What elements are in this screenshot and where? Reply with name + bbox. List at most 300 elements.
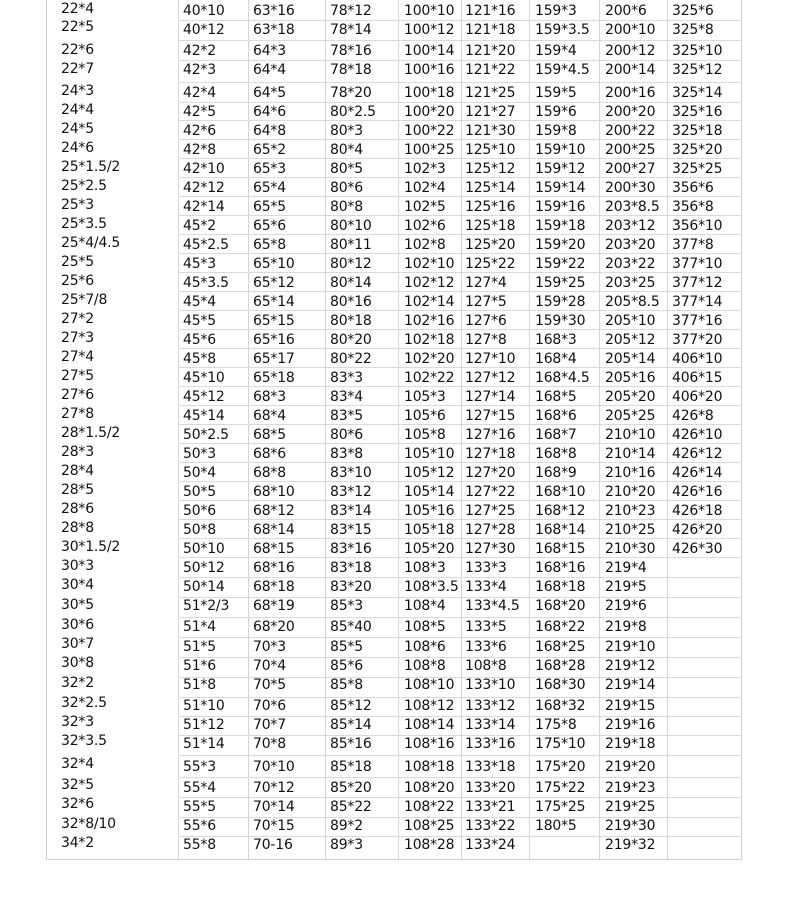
table-cell: 159*4 bbox=[535, 43, 577, 59]
table-cell: 159*28 bbox=[535, 294, 586, 310]
table-cell: 30*3 bbox=[61, 558, 94, 574]
table-cell: 83*14 bbox=[330, 503, 372, 519]
table-cell: 102*12 bbox=[404, 275, 455, 291]
table-cell: 205*25 bbox=[605, 408, 656, 424]
table-cell: 102*8 bbox=[404, 237, 446, 253]
table-cell: 205*16 bbox=[605, 370, 656, 386]
table-cell: 65*17 bbox=[253, 351, 295, 367]
table-cell: 25*5 bbox=[61, 254, 94, 270]
table-cell: 22*4 bbox=[61, 1, 94, 17]
table-cell: 65*6 bbox=[253, 218, 286, 234]
table-cell: 121*20 bbox=[465, 43, 516, 59]
table-cell: 125*12 bbox=[465, 161, 516, 177]
table-cell: 83*3 bbox=[330, 370, 363, 386]
table-cell: 27*3 bbox=[61, 330, 94, 346]
table-cell: 24*3 bbox=[61, 83, 94, 99]
table-cell: 133*5 bbox=[465, 619, 507, 635]
table-cell: 200*10 bbox=[605, 22, 656, 38]
table-cell: 45*8 bbox=[183, 351, 216, 367]
table-cell: 159*22 bbox=[535, 256, 586, 272]
table-cell: 325*25 bbox=[672, 161, 723, 177]
table-cell: 175*22 bbox=[535, 780, 586, 796]
table-cell: 32*8/10 bbox=[61, 816, 116, 832]
table-cell: 85*12 bbox=[330, 698, 372, 714]
table-cell: 219*15 bbox=[605, 698, 656, 714]
table-cell: 325*12 bbox=[672, 62, 723, 78]
table-cell: 219*6 bbox=[605, 598, 647, 614]
table-cell: 108*16 bbox=[404, 736, 455, 752]
table-cell: 210*30 bbox=[605, 541, 656, 557]
table-cell: 51*2/3 bbox=[183, 598, 230, 614]
table-cell: 168*28 bbox=[535, 658, 586, 674]
table-cell: 78*12 bbox=[330, 3, 372, 19]
table-cell: 80*11 bbox=[330, 237, 372, 253]
table-cell: 102*10 bbox=[404, 256, 455, 272]
table-cell: 102*22 bbox=[404, 370, 455, 386]
table-cell: 219*18 bbox=[605, 736, 656, 752]
table-cell: 80*4 bbox=[330, 142, 363, 158]
table-cell: 102*14 bbox=[404, 294, 455, 310]
table-cell: 108*14 bbox=[404, 717, 455, 733]
table-cell: 80*2.5 bbox=[330, 104, 376, 120]
table-cell: 159*3 bbox=[535, 3, 577, 19]
table-cell: 40*10 bbox=[183, 3, 225, 19]
table-cell: 78*16 bbox=[330, 43, 372, 59]
table-cell: 105*14 bbox=[404, 484, 455, 500]
table-cell: 42*12 bbox=[183, 180, 225, 196]
table-cell: 377*20 bbox=[672, 332, 723, 348]
table-cell: 22*6 bbox=[61, 42, 94, 58]
table-cell: 133*18 bbox=[465, 759, 516, 775]
table-cell: 219*32 bbox=[605, 837, 656, 853]
table-cell: 70-16 bbox=[253, 837, 293, 853]
table-cell: 65*15 bbox=[253, 313, 295, 329]
table-cell: 168*6 bbox=[535, 408, 577, 424]
table-cell: 65*14 bbox=[253, 294, 295, 310]
table-cell: 168*4.5 bbox=[535, 370, 590, 386]
table-cell: 64*8 bbox=[253, 123, 286, 139]
table-cell: 85*5 bbox=[330, 639, 363, 655]
table-cell: 377*12 bbox=[672, 275, 723, 291]
table-cell: 85*20 bbox=[330, 780, 372, 796]
table-cell: 168*3 bbox=[535, 332, 577, 348]
table-cell: 80*22 bbox=[330, 351, 372, 367]
table-cell: 168*8 bbox=[535, 446, 577, 462]
table-cell: 426*18 bbox=[672, 503, 723, 519]
table-cell: 426*8 bbox=[672, 408, 714, 424]
table-cell: 70*15 bbox=[253, 818, 295, 834]
table-cell: 159*3.5 bbox=[535, 22, 590, 38]
table-cell: 78*18 bbox=[330, 62, 372, 78]
table-cell: 200*25 bbox=[605, 142, 656, 158]
table-cell: 80*8 bbox=[330, 199, 363, 215]
table-cell: 22*5 bbox=[61, 19, 94, 35]
table-cell: 127*22 bbox=[465, 484, 516, 500]
table-cell: 25*4/4.5 bbox=[61, 235, 121, 251]
table-cell: 108*3 bbox=[404, 560, 446, 576]
table-cell: 325*6 bbox=[672, 3, 714, 19]
table-cell: 175*20 bbox=[535, 759, 586, 775]
table-cell: 63*16 bbox=[253, 3, 295, 19]
table-cell: 205*20 bbox=[605, 389, 656, 405]
table-cell: 25*3.5 bbox=[61, 216, 107, 232]
table-cell: 27*6 bbox=[61, 387, 94, 403]
table-cell: 168*10 bbox=[535, 484, 586, 500]
table-cell: 51*5 bbox=[183, 639, 216, 655]
table-cell: 168*4 bbox=[535, 351, 577, 367]
table-cell: 30*5 bbox=[61, 597, 94, 613]
table-cell: 200*12 bbox=[605, 43, 656, 59]
table-cell: 105*12 bbox=[404, 465, 455, 481]
table-cell: 25*3 bbox=[61, 197, 94, 213]
table-cell: 133*20 bbox=[465, 780, 516, 796]
table-cell: 168*5 bbox=[535, 389, 577, 405]
table-cell: 108*4 bbox=[404, 598, 446, 614]
table-cell: 203*8.5 bbox=[605, 199, 660, 215]
table-cell: 133*24 bbox=[465, 837, 516, 853]
table-cell: 45*4 bbox=[183, 294, 216, 310]
table-cell: 168*22 bbox=[535, 619, 586, 635]
table-cell: 89*2 bbox=[330, 818, 363, 834]
table-cell: 133*10 bbox=[465, 677, 516, 693]
table-cell: 83*15 bbox=[330, 522, 372, 538]
table-cell: 42*2 bbox=[183, 43, 216, 59]
table-cell: 32*4 bbox=[61, 756, 94, 772]
table-cell: 356*6 bbox=[672, 180, 714, 196]
table-cell: 70*8 bbox=[253, 736, 286, 752]
table-cell: 85*18 bbox=[330, 759, 372, 775]
table-cell: 105*18 bbox=[404, 522, 455, 538]
table-cell: 168*14 bbox=[535, 522, 586, 538]
table-cell: 127*4 bbox=[465, 275, 507, 291]
table-cell: 205*14 bbox=[605, 351, 656, 367]
table-cell: 127*8 bbox=[465, 332, 507, 348]
table-cell: 80*3 bbox=[330, 123, 363, 139]
table-cell: 159*8 bbox=[535, 123, 577, 139]
table-cell: 50*6 bbox=[183, 503, 216, 519]
table-cell: 32*5 bbox=[61, 777, 94, 793]
table-cell: 121*27 bbox=[465, 104, 516, 120]
table-cell: 27*4 bbox=[61, 349, 94, 365]
table-cell: 125*10 bbox=[465, 142, 516, 158]
table-cell: 70*7 bbox=[253, 717, 286, 733]
table-cell: 45*10 bbox=[183, 370, 225, 386]
table-cell: 51*4 bbox=[183, 619, 216, 635]
table-cell: 127*16 bbox=[465, 427, 516, 443]
table-cell: 210*25 bbox=[605, 522, 656, 538]
table-cell: 65*3 bbox=[253, 161, 286, 177]
table-cell: 70*14 bbox=[253, 799, 295, 815]
table-cell: 127*5 bbox=[465, 294, 507, 310]
table-cell: 28*8 bbox=[61, 520, 94, 536]
table-cell: 325*10 bbox=[672, 43, 723, 59]
table-cell: 108*22 bbox=[404, 799, 455, 815]
table-cell: 219*25 bbox=[605, 799, 656, 815]
table-cell: 32*3 bbox=[61, 714, 94, 730]
table-cell: 32*3.5 bbox=[61, 733, 107, 749]
table-cell: 102*5 bbox=[404, 199, 446, 215]
table-cell: 108*10 bbox=[404, 677, 455, 693]
table-cell: 80*12 bbox=[330, 256, 372, 272]
column-divider bbox=[325, 0, 326, 859]
table-cell: 102*6 bbox=[404, 218, 446, 234]
table-cell: 68*4 bbox=[253, 408, 286, 424]
table-cell: 200*14 bbox=[605, 62, 656, 78]
table-cell: 105*20 bbox=[404, 541, 455, 557]
table-cell: 127*15 bbox=[465, 408, 516, 424]
table-cell: 50*10 bbox=[183, 541, 225, 557]
table-cell: 83*18 bbox=[330, 560, 372, 576]
table-cell: 68*19 bbox=[253, 598, 295, 614]
table-cell: 55*3 bbox=[183, 759, 216, 775]
table-cell: 102*18 bbox=[404, 332, 455, 348]
table-cell: 85*14 bbox=[330, 717, 372, 733]
table-cell: 22*7 bbox=[61, 61, 94, 77]
table-cell: 68*20 bbox=[253, 619, 295, 635]
table-cell: 356*10 bbox=[672, 218, 723, 234]
row-divider bbox=[178, 40, 741, 41]
table-cell: 133*12 bbox=[465, 698, 516, 714]
table-cell: 80*6 bbox=[330, 180, 363, 196]
table-cell: 28*6 bbox=[61, 501, 94, 517]
table-cell: 32*2.5 bbox=[61, 695, 107, 711]
table-cell: 127*20 bbox=[465, 465, 516, 481]
table-cell: 65*8 bbox=[253, 237, 286, 253]
table-cell: 159*20 bbox=[535, 237, 586, 253]
table-cell: 219*30 bbox=[605, 818, 656, 834]
table-cell: 34*2 bbox=[61, 835, 94, 851]
table-cell: 219*5 bbox=[605, 579, 647, 595]
table-cell: 127*25 bbox=[465, 503, 516, 519]
table-cell: 205*12 bbox=[605, 332, 656, 348]
table-cell: 50*5 bbox=[183, 484, 216, 500]
table-cell: 168*12 bbox=[535, 503, 586, 519]
table-cell: 159*14 bbox=[535, 180, 586, 196]
table-cell: 168*20 bbox=[535, 598, 586, 614]
table-cell: 133*4.5 bbox=[465, 598, 520, 614]
table-cell: 64*4 bbox=[253, 62, 286, 78]
table-cell: 125*18 bbox=[465, 218, 516, 234]
table-cell: 80*5 bbox=[330, 161, 363, 177]
table-cell: 64*6 bbox=[253, 104, 286, 120]
table-cell: 159*4.5 bbox=[535, 62, 590, 78]
table-cell: 68*6 bbox=[253, 446, 286, 462]
table-cell: 105*16 bbox=[404, 503, 455, 519]
table-cell: 200*22 bbox=[605, 123, 656, 139]
table-cell: 63*18 bbox=[253, 22, 295, 38]
table-cell: 133*21 bbox=[465, 799, 516, 815]
table-cell: 42*3 bbox=[183, 62, 216, 78]
table-cell: 219*12 bbox=[605, 658, 656, 674]
table-cell: 89*3 bbox=[330, 837, 363, 853]
table-cell: 200*20 bbox=[605, 104, 656, 120]
table-cell: 133*16 bbox=[465, 736, 516, 752]
table-cell: 30*7 bbox=[61, 636, 94, 652]
table-cell: 121*30 bbox=[465, 123, 516, 139]
table-cell: 168*9 bbox=[535, 465, 577, 481]
table-cell: 159*10 bbox=[535, 142, 586, 158]
row-divider bbox=[178, 777, 741, 778]
table-cell: 28*5 bbox=[61, 482, 94, 498]
table-cell: 168*30 bbox=[535, 677, 586, 693]
table-cell: 50*3 bbox=[183, 446, 216, 462]
table-cell: 356*8 bbox=[672, 199, 714, 215]
table-cell: 70*6 bbox=[253, 698, 286, 714]
table-cell: 219*14 bbox=[605, 677, 656, 693]
table-cell: 45*6 bbox=[183, 332, 216, 348]
table-cell: 45*3 bbox=[183, 256, 216, 272]
table-cell: 51*14 bbox=[183, 736, 225, 752]
table-cell: 168*25 bbox=[535, 639, 586, 655]
table-cell: 200*16 bbox=[605, 85, 656, 101]
table-cell: 65*16 bbox=[253, 332, 295, 348]
table-cell: 70*3 bbox=[253, 639, 286, 655]
table-cell: 100*25 bbox=[404, 142, 455, 158]
table-cell: 210*16 bbox=[605, 465, 656, 481]
table-cell: 30*8 bbox=[61, 655, 94, 671]
table-cell: 108*8 bbox=[404, 658, 446, 674]
table-cell: 42*8 bbox=[183, 142, 216, 158]
table-cell: 168*7 bbox=[535, 427, 577, 443]
table-cell: 102*4 bbox=[404, 180, 446, 196]
table-cell: 127*28 bbox=[465, 522, 516, 538]
table-cell: 108*12 bbox=[404, 698, 455, 714]
table-cell: 102*20 bbox=[404, 351, 455, 367]
table-cell: 50*14 bbox=[183, 579, 225, 595]
table-cell: 65*2 bbox=[253, 142, 286, 158]
table-cell: 125*20 bbox=[465, 237, 516, 253]
table-cell: 121*25 bbox=[465, 85, 516, 101]
table-cell: 28*1.5/2 bbox=[61, 425, 121, 441]
table-cell: 83*16 bbox=[330, 541, 372, 557]
table-cell: 68*16 bbox=[253, 560, 295, 576]
table-cell: 68*8 bbox=[253, 465, 286, 481]
table-cell: 121*22 bbox=[465, 62, 516, 78]
table-cell: 45*2 bbox=[183, 218, 216, 234]
table-cell: 83*4 bbox=[330, 389, 363, 405]
table-cell: 80*14 bbox=[330, 275, 372, 291]
table-cell: 85*8 bbox=[330, 677, 363, 693]
table-cell: 65*12 bbox=[253, 275, 295, 291]
table-cell: 100*18 bbox=[404, 85, 455, 101]
table-cell: 203*20 bbox=[605, 237, 656, 253]
table-cell: 168*32 bbox=[535, 698, 586, 714]
table-cell: 42*10 bbox=[183, 161, 225, 177]
table-cell: 210*23 bbox=[605, 503, 656, 519]
table-cell: 55*4 bbox=[183, 780, 216, 796]
table-cell: 406*10 bbox=[672, 351, 723, 367]
table-cell: 159*18 bbox=[535, 218, 586, 234]
row-divider bbox=[178, 82, 741, 83]
table-cell: 51*8 bbox=[183, 677, 216, 693]
table-cell: 30*4 bbox=[61, 577, 94, 593]
table-cell: 65*5 bbox=[253, 199, 286, 215]
table-cell: 125*14 bbox=[465, 180, 516, 196]
table-cell: 51*6 bbox=[183, 658, 216, 674]
table-cell: 159*30 bbox=[535, 313, 586, 329]
table-cell: 133*4 bbox=[465, 579, 507, 595]
table-cell: 168*15 bbox=[535, 541, 586, 557]
table-cell: 133*3 bbox=[465, 560, 507, 576]
table-cell: 127*10 bbox=[465, 351, 516, 367]
table-cell: 127*18 bbox=[465, 446, 516, 462]
table-cell: 100*12 bbox=[404, 22, 455, 38]
table-cell: 32*2 bbox=[61, 675, 94, 691]
table-cell: 127*30 bbox=[465, 541, 516, 557]
table-cell: 85*6 bbox=[330, 658, 363, 674]
table-cell: 100*10 bbox=[404, 3, 455, 19]
table-cell: 27*5 bbox=[61, 368, 94, 384]
table-cell: 78*20 bbox=[330, 85, 372, 101]
table-cell: 50*2.5 bbox=[183, 427, 229, 443]
table-cell: 50*4 bbox=[183, 465, 216, 481]
table-cell: 100*16 bbox=[404, 62, 455, 78]
table-cell: 24*5 bbox=[61, 121, 94, 137]
table-cell: 64*5 bbox=[253, 85, 286, 101]
table-cell: 65*4 bbox=[253, 180, 286, 196]
table-cell: 200*27 bbox=[605, 161, 656, 177]
table-cell: 100*20 bbox=[404, 104, 455, 120]
table-cell: 210*10 bbox=[605, 427, 656, 443]
table-cell: 70*5 bbox=[253, 677, 286, 693]
table-cell: 210*20 bbox=[605, 484, 656, 500]
table-cell: 127*12 bbox=[465, 370, 516, 386]
table-cell: 28*3 bbox=[61, 444, 94, 460]
table-cell: 83*20 bbox=[330, 579, 372, 595]
table-cell: 203*22 bbox=[605, 256, 656, 272]
table-cell: 55*5 bbox=[183, 799, 216, 815]
table-cell: 133*14 bbox=[465, 717, 516, 733]
table-cell: 80*18 bbox=[330, 313, 372, 329]
table-cell: 325*20 bbox=[672, 142, 723, 158]
table-cell: 133*22 bbox=[465, 818, 516, 834]
table-cell: 28*4 bbox=[61, 463, 94, 479]
table-cell: 83*10 bbox=[330, 465, 372, 481]
table-cell: 45*14 bbox=[183, 408, 225, 424]
table-cell: 175*8 bbox=[535, 717, 577, 733]
table-cell: 100*22 bbox=[404, 123, 455, 139]
table-cell: 426*12 bbox=[672, 446, 723, 462]
table-cell: 377*10 bbox=[672, 256, 723, 272]
table-cell: 80*16 bbox=[330, 294, 372, 310]
table-cell: 121*18 bbox=[465, 22, 516, 38]
table-cell: 406*15 bbox=[672, 370, 723, 386]
table-cell: 175*10 bbox=[535, 736, 586, 752]
table-cell: 80*10 bbox=[330, 218, 372, 234]
table-cell: 42*5 bbox=[183, 104, 216, 120]
table-cell: 105*10 bbox=[404, 446, 455, 462]
table-cell: 68*3 bbox=[253, 389, 286, 405]
table-cell: 203*25 bbox=[605, 275, 656, 291]
table-cell: 30*6 bbox=[61, 617, 94, 633]
table-cell: 159*25 bbox=[535, 275, 586, 291]
table-cell: 85*3 bbox=[330, 598, 363, 614]
table-cell: 159*5 bbox=[535, 85, 577, 101]
table-cell: 426*14 bbox=[672, 465, 723, 481]
table-cell: 65*10 bbox=[253, 256, 295, 272]
table-cell: 55*8 bbox=[183, 837, 216, 853]
table-cell: 108*5 bbox=[404, 619, 446, 635]
table-cell: 45*3.5 bbox=[183, 275, 229, 291]
table-cell: 377*14 bbox=[672, 294, 723, 310]
table-cell: 42*4 bbox=[183, 85, 216, 101]
table-cell: 25*7/8 bbox=[61, 292, 108, 308]
table-cell: 108*8 bbox=[465, 658, 507, 674]
table-cell: 25*6 bbox=[61, 273, 94, 289]
table-cell: 68*14 bbox=[253, 522, 295, 538]
table-cell: 102*3 bbox=[404, 161, 446, 177]
table-cell: 127*14 bbox=[465, 389, 516, 405]
